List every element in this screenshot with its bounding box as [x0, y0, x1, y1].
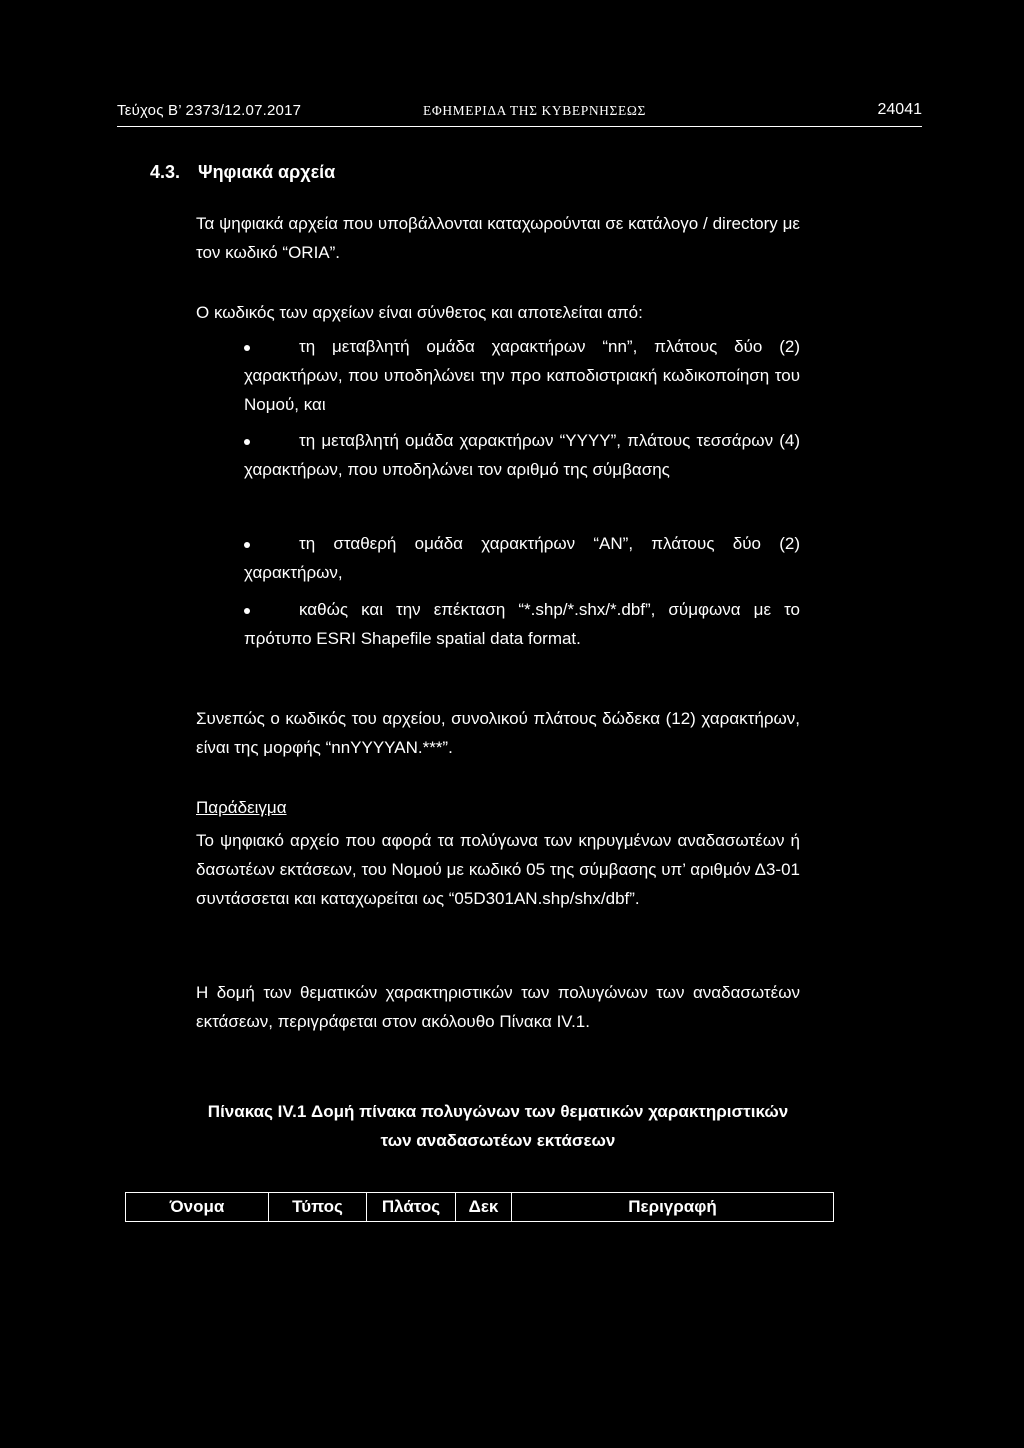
section-heading: [150, 162, 335, 183]
paragraph-directory: Τα ψηφιακά αρχεία που υποβάλλονται καταχωρούνται σε κατάλογο / directory με τον κωδικό “ORIA”.: [196, 214, 800, 262]
paragraph-table-ref: Η δομή των θεματικών χαρακτηριστικών των πολυγώνων των αναδασωτέων εκτάσεων, περιγράφεται στον ακόλουθο Πίνακα IV.1.: [196, 983, 800, 1031]
bullet-item-nn: τη μεταβλητή ομάδα χαρακτήρων “nn”, πλάτους δύο (2) χαρακτήρων, που υποδηλώνει την προ καποδιστριακή κωδικοποίηση του Νομού, και: [244, 337, 800, 414]
bullet-item-an: τη σταθερή ομάδα χαρακτήρων “AN”, πλάτους δύο (2) χαρακτήρων,: [244, 534, 800, 582]
page-header: [117, 98, 922, 127]
newspaper-title: ΕΦΗΜΕΡΙΔΑ ΤΗΣ ΚΥΒΕΡΝΗΣΕΩΣ: [423, 103, 646, 118]
paragraph-example: Το ψηφιακό αρχείο που αφορά τα πολύγωνα των κηρυγμένων αναδασωτέων ή δασωτέων εκτάσεων, του Νομού με κωδικό 05 της σύμβασης υπ’ αριθμόν Δ3-01 συντάσσεται και καταχωρείται ως “05D301AN.shp/shx/dbf”.: [196, 831, 800, 908]
paragraph-code-summary: Συνεπώς ο κωδικός του αρχείου, συνολικού πλάτους δώδεκα (12) χαρακτήρων, είναι της μορφής “nnYYYYAN.***”.: [196, 709, 800, 757]
table-header-width: Πλάτος: [367, 1193, 456, 1221]
section-title: Ψηφιακά αρχεία: [198, 162, 336, 182]
bullet-item-yyyy: τη μεταβλητή ομάδα χαρακτήρων “YYYY”, πλάτους τεσσάρων (4) χαρακτήρων, που υποδηλώνει τον αριθμό της σύμβασης: [244, 431, 800, 479]
issue-number: Τεύχος Β’ 2373/12.07.2017: [117, 102, 302, 119]
table-header-decimals: Δεκ: [456, 1193, 512, 1221]
table-header-name: Όνομα: [126, 1193, 269, 1221]
bullet-item-extension: καθώς και την επέκταση “*.shp/*.shx/*.dbf”, σύμφωνα με το πρότυπο ESRI Shapefile spatial data format.: [244, 600, 800, 648]
paragraph-code-intro: Ο κωδικός των αρχείων είναι σύνθετος και αποτελείται από:: [196, 303, 643, 322]
table-header-type: Τύπος: [269, 1193, 367, 1221]
example-heading: Παράδειγμα: [196, 798, 287, 817]
page-number: 24041: [877, 101, 922, 118]
table-header-row: [125, 1192, 834, 1222]
section-number: 4.3.: [150, 162, 181, 182]
table-caption: Πίνακας IV.1 Δομή πίνακα πολυγώνων των θεματικών χαρακτηριστικών των αναδασωτέων εκτάσεων: [207, 1102, 789, 1150]
table-header-description: Περιγραφή: [628, 1197, 717, 1216]
